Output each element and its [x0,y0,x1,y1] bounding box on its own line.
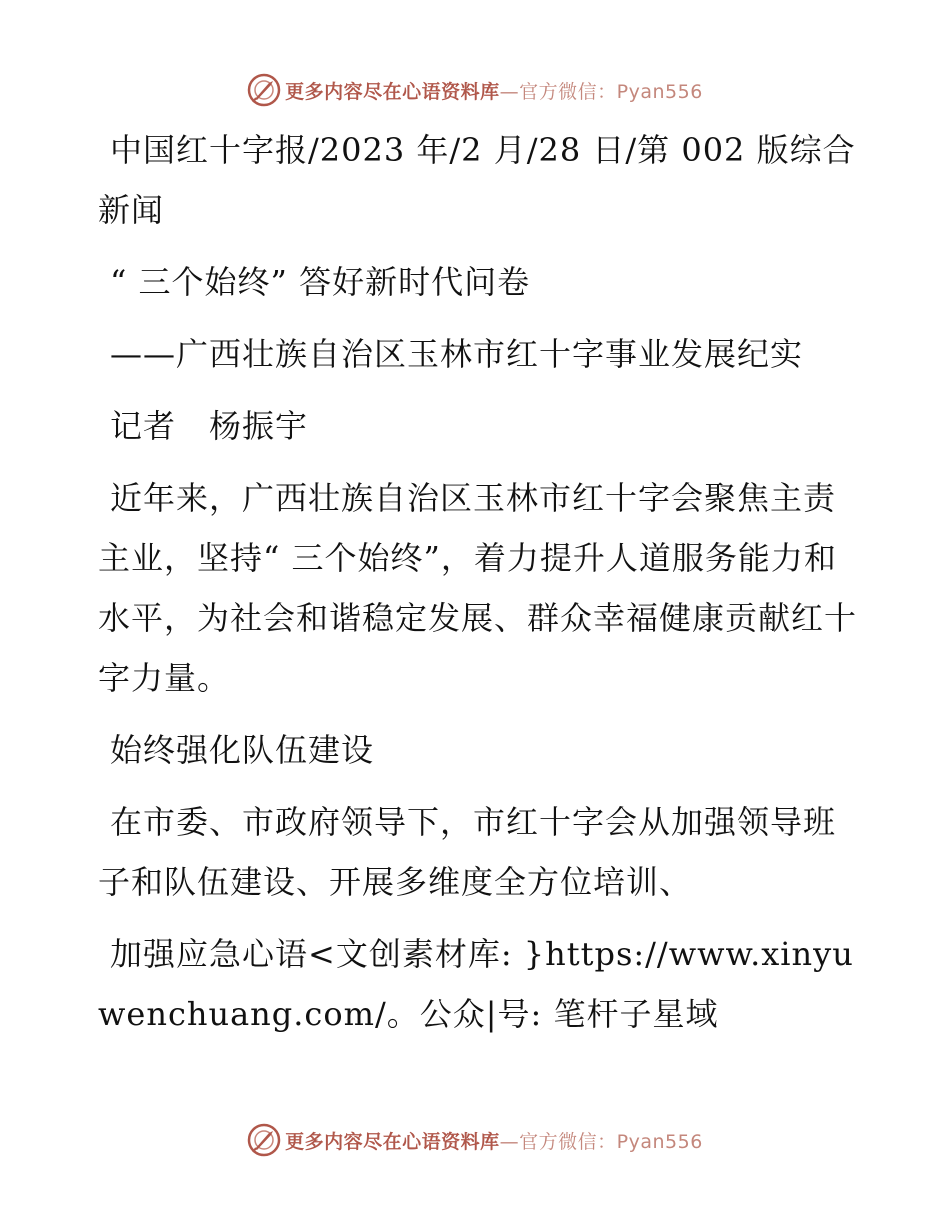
header-banner [0,70,950,110]
banner-title: 更多内容尽在心语资料库 [285,1130,500,1153]
logo-icon [247,1123,281,1157]
banner-contact: —官方微信：Pyan556 [499,80,703,103]
intro-paragraph: 近年来，广西壮族自治区玉林市红十字会聚焦主责主业，坚持“ 三个始终”，着力提升人道服务能力和水平，为社会和谐稳定发展、群众幸福健康贡献红十字力量。 [98,479,858,697]
watermark-paragraph: 加强应急心语<文创素材库: }https://www.xinyuwenchuang.com/。公众|号: 笔杆子星域 [98,935,854,1033]
logo-icon [247,73,281,107]
banner-text [285,77,703,104]
section-heading: 始终强化队伍建设 [110,731,375,769]
source-line: 中国红十字报/2023 年/2 月/28 日/第 002 版综合新闻 [98,131,856,229]
footer-banner [0,1120,950,1160]
banner-title: 更多内容尽在心语资料库 [285,80,500,103]
article-subheadline: ——广西壮族自治区玉林市红十字事业发展纪实 [110,335,804,373]
article-headline: “ 三个始终” 答好新时代问卷 [110,263,531,301]
section-paragraph: 在市委、市政府领导下，市红十字会从加强领导班子和队伍建设、开展多维度全方位培训、 [98,803,837,901]
banner-text [285,1127,703,1154]
banner-contact: —官方微信：Pyan556 [499,1130,703,1153]
article-byline: 记者 杨振宇 [110,407,309,445]
article-body [98,120,858,1056]
